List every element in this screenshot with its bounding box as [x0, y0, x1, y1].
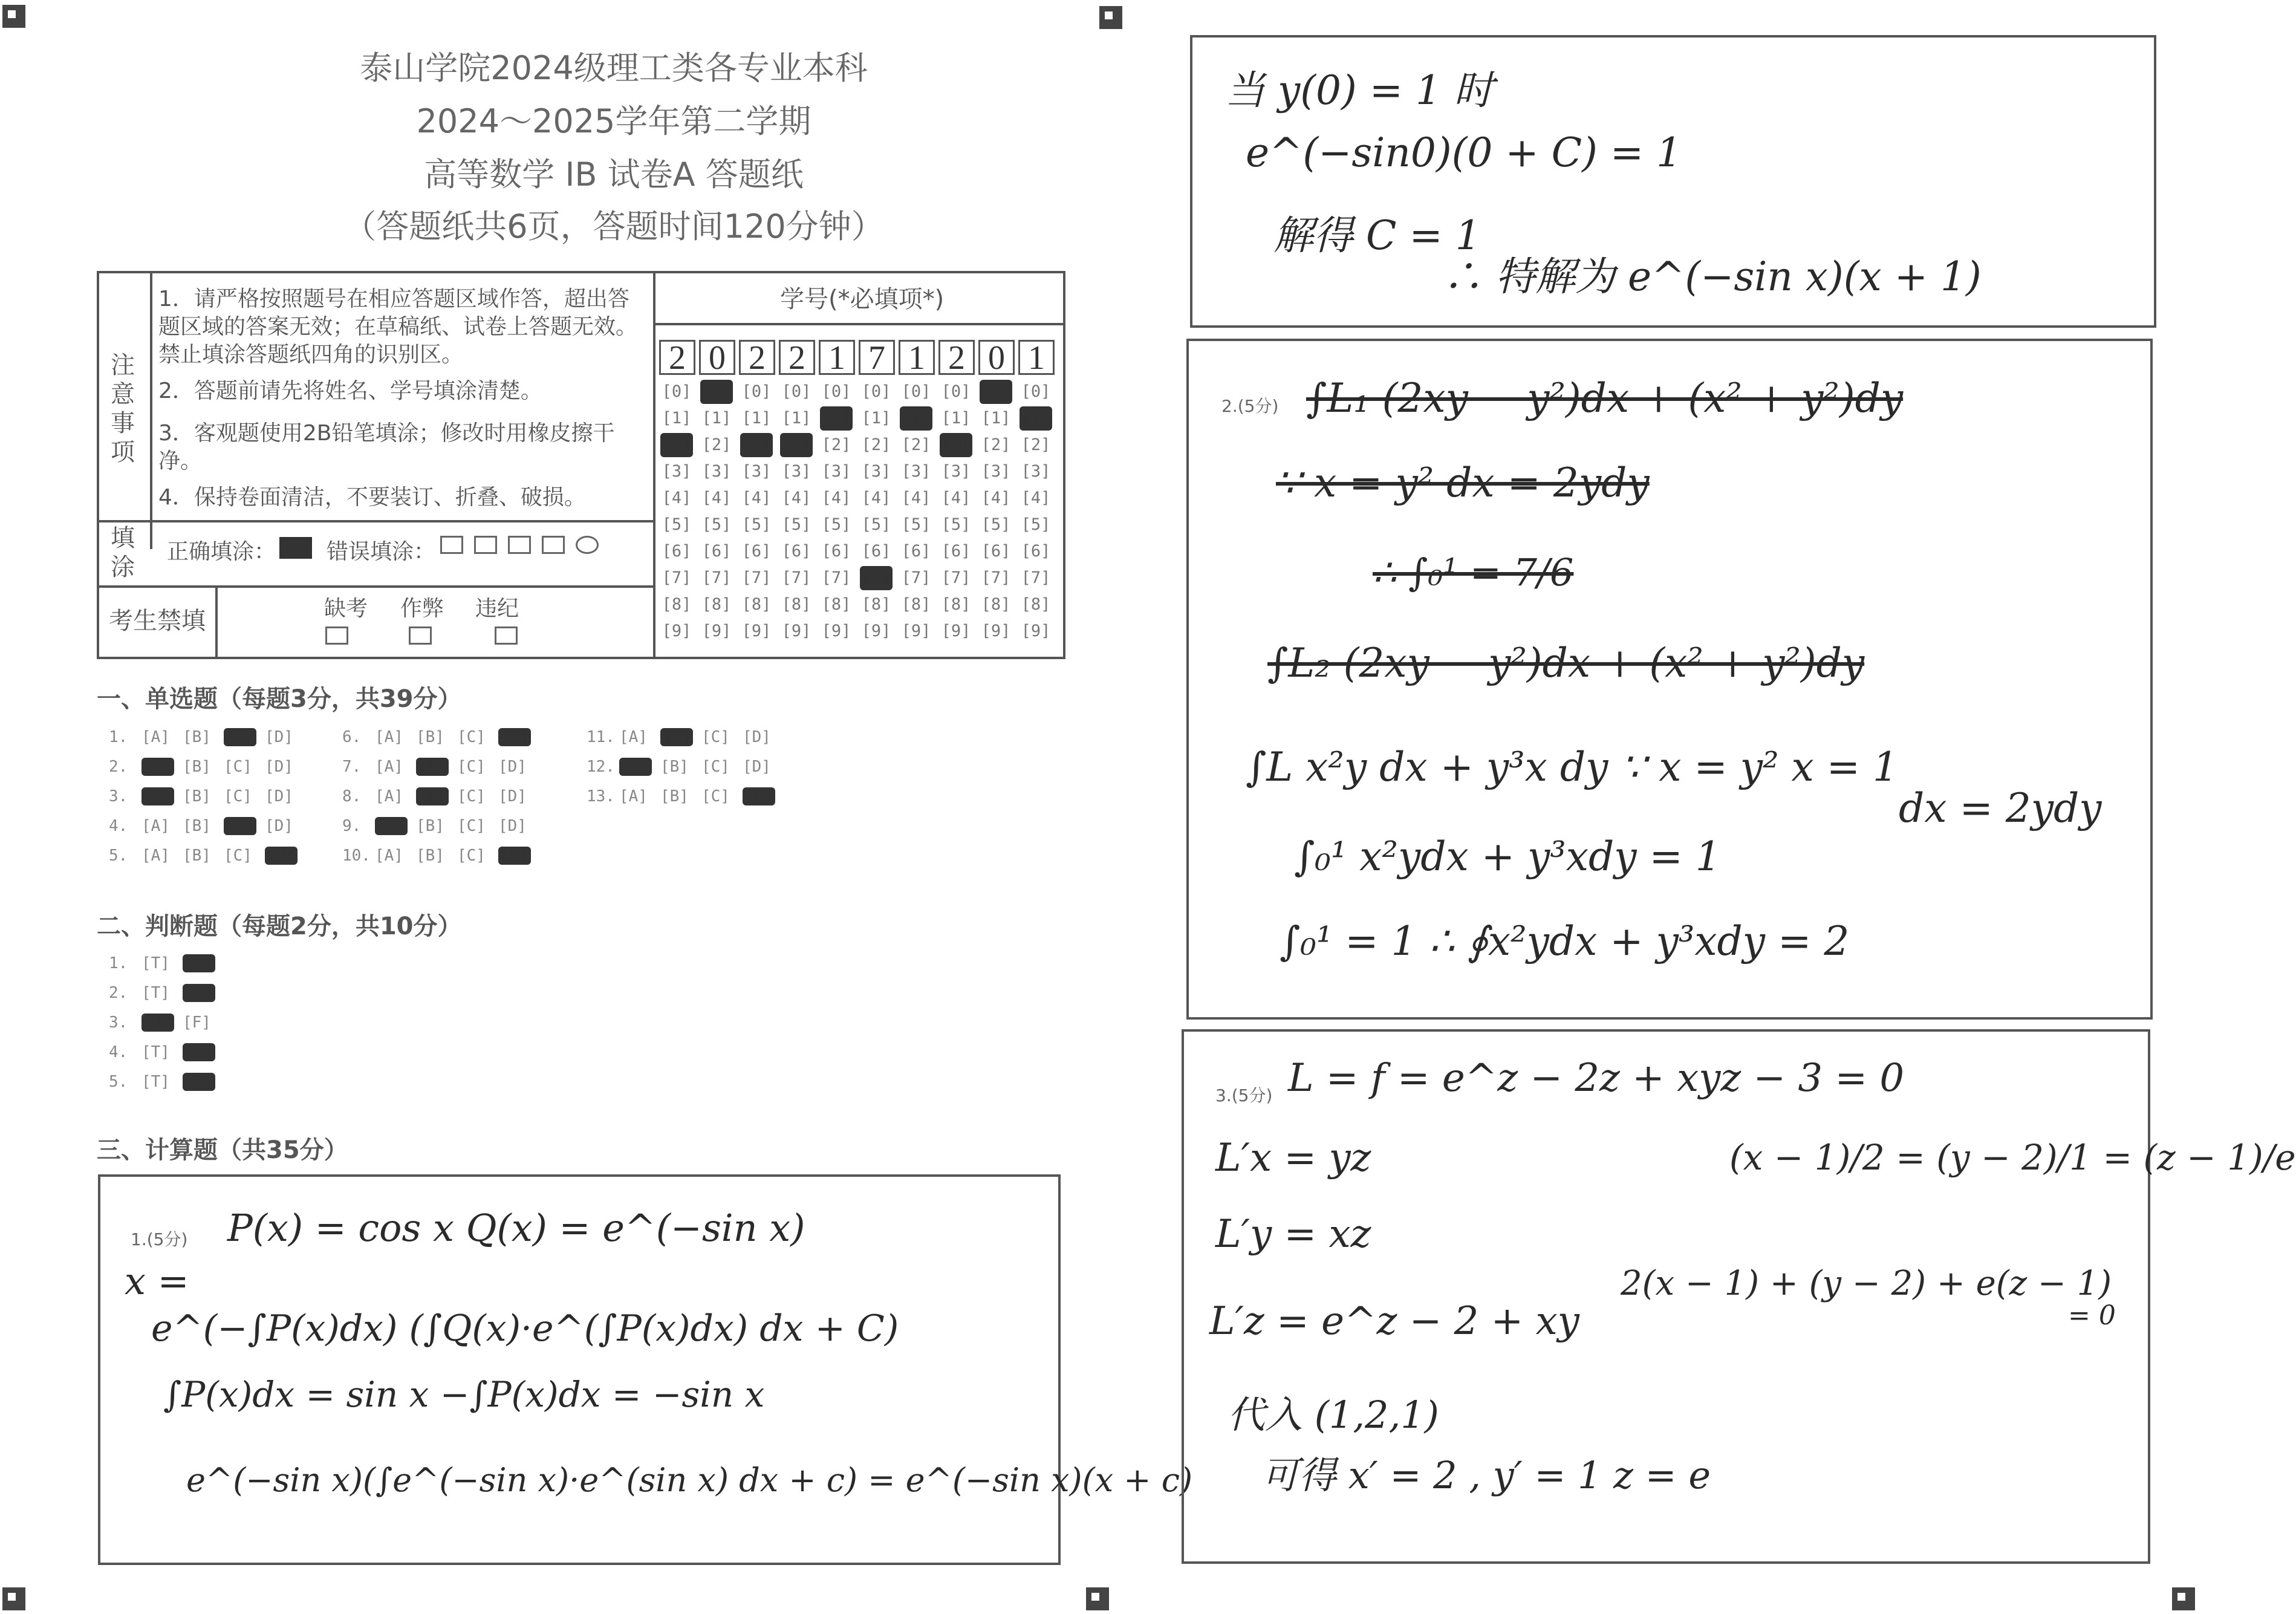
student-id-bubble[interactable]: [1]	[701, 409, 732, 428]
student-id-bubble[interactable]: [4]	[701, 489, 732, 507]
student-id-bubble[interactable]: [4]	[821, 489, 851, 507]
answer-option[interactable]: [C]	[224, 847, 252, 865]
corner-mark-bottom-center	[1086, 1587, 1109, 1610]
answer-option[interactable]: [D]	[498, 787, 527, 805]
student-id-bubble[interactable]: [0]	[700, 380, 733, 404]
student-id-bubble[interactable]: [6]	[1021, 542, 1051, 561]
answer-option[interactable]: [D]	[743, 758, 771, 776]
student-id-bubble[interactable]: [2]	[1021, 435, 1051, 454]
single-choice-question	[587, 787, 784, 805]
true-false-question	[109, 1073, 224, 1091]
notice-item-2: 2．答题前请先将姓名、学号填涂清楚。	[158, 379, 542, 403]
student-id-bubble[interactable]: [7]	[701, 568, 732, 587]
student-id-bubble[interactable]: [6]	[981, 542, 1011, 561]
notice-item-3: 3．客观题使用2B铅笔填涂；修改时用橡皮擦干净。	[158, 421, 615, 473]
student-id-bubble[interactable]: [9]	[662, 622, 692, 640]
answer-option[interactable]: [A]	[375, 817, 408, 835]
q3-line-6: 可得 x′ = 2 , y′ = 1 z = e	[1261, 1453, 1711, 1497]
answer-option[interactable]: [A]	[141, 847, 170, 865]
answer-option[interactable]: [A]	[375, 728, 403, 746]
single-choice-question	[109, 758, 306, 776]
student-id-bubble[interactable]: [6]	[861, 542, 891, 561]
student-id-bubble[interactable]: [1]	[820, 406, 853, 431]
answer-option[interactable]: [T]	[141, 1043, 170, 1061]
student-id-bubble[interactable]: [9]	[741, 622, 772, 640]
question-number: 3.	[109, 787, 128, 805]
student-id-digit[interactable]: 0	[699, 340, 735, 375]
student-id-bubble[interactable]: [0]	[901, 382, 931, 401]
answer-option[interactable]: [F]	[183, 954, 215, 972]
q3-line-8: 2(x − 1) + (y − 2) + e(z − 1)	[1621, 1264, 2112, 1303]
student-id-bubble[interactable]: [2]	[940, 433, 972, 457]
q1-line-5: e^(−sin x)(∫e^(−sin x)·e^(sin x) dx + c) = e^(−sin x)(x + c)	[186, 1461, 1193, 1499]
student-id-bubble[interactable]: [1]	[861, 409, 891, 428]
answer-option[interactable]: [F]	[183, 1073, 215, 1091]
student-id-bubble[interactable]: [7]	[781, 568, 811, 587]
student-id-bubble[interactable]: [8]	[941, 595, 971, 614]
corner-mark-bottom-left	[2, 1587, 25, 1610]
student-id-bubble[interactable]: [3]	[1021, 462, 1051, 481]
student-id-bubble[interactable]: [9]	[941, 622, 971, 640]
answer-option[interactable]: [A]	[141, 728, 170, 746]
student-id-bubble[interactable]: [2]	[701, 435, 732, 454]
answer-option[interactable]: [D]	[265, 787, 293, 805]
section-true-false: 二、判断题（每题2分，共10分）	[97, 913, 462, 940]
section-single-choice: 一、单选题（每题3分，共39分）	[97, 685, 462, 713]
answer-option[interactable]: [C]	[224, 758, 252, 776]
student-id-bubble[interactable]: [5]	[861, 515, 891, 534]
question-number: 5.	[109, 1073, 128, 1091]
student-id-bubble[interactable]: [3]	[981, 462, 1011, 481]
student-id-bubble-grid	[660, 380, 1059, 646]
q3-line-5: 代入 (1,2,1)	[1228, 1393, 1439, 1437]
question-number: 2.	[109, 984, 128, 1002]
student-id-bubble[interactable]: [5]	[741, 515, 772, 534]
student-id-bubble[interactable]: [9]	[1021, 622, 1051, 640]
single-choice-question	[109, 817, 306, 835]
q1-cont-line-2: e^(−sin0)(0 + C) = 1	[1246, 129, 1682, 176]
student-id-digit[interactable]: 1	[1018, 340, 1055, 375]
student-id-bubble[interactable]: [0]	[821, 382, 851, 401]
question-number: 1.	[109, 728, 128, 746]
single-choice-question	[342, 847, 539, 865]
q3-line-2: L′x = yz	[1215, 1136, 1371, 1180]
single-choice-question	[342, 758, 539, 776]
forbidden-label: 考生禁填	[109, 607, 206, 635]
student-id-bubble[interactable]: [4]	[781, 489, 811, 507]
absent-label: 缺考	[324, 596, 368, 621]
wrong-fill-label: 错误填涂：	[327, 539, 436, 564]
answer-option[interactable]: [T]	[141, 1014, 174, 1032]
answer-option[interactable]: [A]	[141, 787, 174, 805]
answer-option[interactable]: [C]	[224, 817, 256, 835]
q1-cont-line-3: 解得 C = 1	[1273, 212, 1481, 259]
student-id-bubble[interactable]: [5]	[662, 515, 692, 534]
student-id-bubble[interactable]: [8]	[701, 595, 732, 614]
answer-option[interactable]: [A]	[619, 787, 648, 805]
student-id-bubble[interactable]: [4]	[662, 489, 692, 507]
question-number: 2.	[109, 758, 128, 776]
answer-option[interactable]: [B]	[416, 787, 449, 805]
q3-line-3: L′y = xz	[1215, 1212, 1371, 1257]
student-id-bubble[interactable]: [8]	[662, 595, 692, 614]
answer-option[interactable]: [C]	[701, 787, 730, 805]
single-choice-question	[109, 787, 306, 805]
answer-option[interactable]: [A]	[141, 817, 170, 835]
answer-option[interactable]: [C]	[457, 847, 486, 865]
answer-option[interactable]: [D]	[265, 817, 293, 835]
student-id-bubble[interactable]: [4]	[741, 489, 772, 507]
corner-mark-top-center	[1099, 6, 1122, 29]
answer-option[interactable]: [C]	[457, 817, 486, 835]
answer-option[interactable]: [A]	[375, 758, 403, 776]
student-id-bubble[interactable]: [8]	[861, 595, 891, 614]
fill-label: 填涂	[111, 524, 135, 581]
question-number: 8.	[342, 787, 362, 805]
student-id-bubble[interactable]: [9]	[781, 622, 811, 640]
student-id-bubble[interactable]: [5]	[821, 515, 851, 534]
student-id-bubble[interactable]: [4]	[861, 489, 891, 507]
q3-line-7: (x − 1)/2 = (y − 2)/1 = (z − 1)/e	[1729, 1137, 2296, 1178]
q1-line-3: e^(−∫P(x)dx) (∫Q(x)·e^(∫P(x)dx) dx + C)	[151, 1307, 899, 1350]
student-id-digit[interactable]: 2	[938, 340, 975, 375]
student-id-bubble[interactable]: [3]	[821, 462, 851, 481]
question-number: 7.	[342, 758, 362, 776]
answer-option[interactable]: [B]	[416, 728, 444, 746]
answer-option[interactable]: [B]	[660, 787, 689, 805]
answer-option[interactable]: [D]	[498, 758, 527, 776]
student-id-bubble[interactable]: [9]	[901, 622, 931, 640]
single-choice-question	[342, 728, 539, 746]
student-id-digit[interactable]: 2	[659, 340, 695, 375]
q2-line-8: ∫₀¹ = 1 ∴ ∮x²ydx + y³xdy = 2	[1280, 918, 1850, 965]
student-id-bubble[interactable]: [3]	[701, 462, 732, 481]
answer-option[interactable]: [B]	[183, 758, 211, 776]
question-number: 9.	[342, 817, 362, 835]
notice-item-4: 4．保持卷面清洁，不要装订、折叠、破损。	[158, 485, 586, 510]
q1-cont-line-1: 当 y(0) = 1 时	[1225, 67, 1494, 114]
q2-score: 2.(5分)	[1221, 396, 1279, 416]
student-id-bubble[interactable]: [8]	[901, 595, 931, 614]
student-id-digit[interactable]: 7	[859, 340, 895, 375]
single-choice-question	[109, 728, 306, 746]
answer-option[interactable]: [C]	[457, 787, 486, 805]
header-line-1: 泰山学院2024级理工类各专业本科	[360, 49, 868, 87]
single-choice-question	[587, 758, 784, 776]
answer-option[interactable]: [F]	[183, 1043, 215, 1061]
single-choice-question	[342, 817, 539, 835]
student-id-bubble[interactable]: [3]	[781, 462, 811, 481]
single-choice-question	[342, 787, 539, 805]
answer-option[interactable]: [D]	[743, 728, 771, 746]
answer-option[interactable]: [B]	[660, 728, 693, 746]
student-id-bubble[interactable]: [7]	[1021, 568, 1051, 587]
student-id-bubble[interactable]: [4]	[901, 489, 931, 507]
answer-option[interactable]: [D]	[265, 758, 293, 776]
student-id-bubble[interactable]: [5]	[701, 515, 732, 534]
true-false-question	[109, 1043, 224, 1061]
answer-option[interactable]: [C]	[224, 787, 252, 805]
q2-line-6: dx = 2ydy	[1899, 785, 2102, 831]
corner-mark-bottom-right	[2172, 1587, 2195, 1610]
student-id-bubble[interactable]: [7]	[901, 568, 931, 587]
answer-option[interactable]: [D]	[498, 728, 531, 746]
student-id-bubble[interactable]: [2]	[740, 433, 773, 457]
answer-option[interactable]: [C]	[457, 728, 486, 746]
student-id-digit[interactable]: 0	[978, 340, 1015, 375]
student-id-bubble[interactable]: [5]	[781, 515, 811, 534]
question-number: 4.	[109, 1043, 128, 1061]
violation-checkbox[interactable]	[495, 626, 518, 645]
student-id-bubble[interactable]: [6]	[941, 542, 971, 561]
student-id-bubble[interactable]: [4]	[941, 489, 971, 507]
q3-line-4: L′z = e^z − 2 + xy	[1209, 1299, 1579, 1344]
student-id-bubble[interactable]: [3]	[901, 462, 931, 481]
student-id-bubble[interactable]: [4]	[981, 489, 1011, 507]
student-id-bubble[interactable]: [2]	[660, 433, 693, 457]
q2-line-3: ∴ ∫₀¹ = 7/6	[1373, 550, 1574, 594]
answer-option[interactable]: [C]	[701, 758, 730, 776]
answer-option[interactable]: [A]	[619, 728, 648, 746]
student-id-bubble[interactable]: [7]	[981, 568, 1011, 587]
notice-item-1: 1．请严格按照题号在相应答题区域作答，超出答题区域的答案无效；在草稿纸、试卷上答题无效。禁止填涂答题纸四角的识别区。	[158, 287, 638, 367]
answer-option[interactable]: [D]	[265, 728, 293, 746]
question-number: 4.	[109, 817, 128, 835]
student-id-digit[interactable]: 1	[899, 340, 935, 375]
q2-line-4: ∫L₂ (2xy − y²)dx + (x² + y²)dy	[1267, 640, 1865, 686]
answer-option[interactable]: [D]	[743, 787, 775, 805]
student-id-bubble[interactable]: [7]	[860, 566, 893, 590]
student-id-bubble[interactable]: [0]	[941, 382, 971, 401]
answer-option[interactable]: [B]	[416, 847, 444, 865]
answer-option[interactable]: [A]	[619, 758, 652, 776]
student-id-bubble[interactable]: [8]	[821, 595, 851, 614]
answer-option[interactable]: [C]	[457, 758, 486, 776]
q1-score: 1.(5分)	[131, 1229, 188, 1249]
q2-line-5: ∫L x²y dx + y³x dy ∵ x = y² x = 1	[1246, 744, 1898, 790]
student-id-bubble[interactable]: [1]	[981, 409, 1011, 428]
student-id-bubble[interactable]: [0]	[980, 380, 1012, 404]
student-id-bubble[interactable]: [1]	[781, 409, 811, 428]
student-id-bubble[interactable]: [6]	[781, 542, 811, 561]
answer-option[interactable]: [F]	[183, 984, 215, 1002]
answer-option[interactable]: [D]	[265, 847, 298, 865]
q3-line-9: = 0	[2068, 1300, 2116, 1331]
student-id-bubble[interactable]: [0]	[781, 382, 811, 401]
student-id-bubble[interactable]: [6]	[821, 542, 851, 561]
student-id-bubble[interactable]: [1]	[1020, 406, 1052, 431]
question-number: 13.	[587, 787, 615, 805]
header-line-2: 2024～2025学年第二学期	[416, 102, 811, 140]
student-id-bubble[interactable]: [6]	[662, 542, 692, 561]
true-false-question	[109, 954, 224, 972]
answer-option[interactable]: [D]	[498, 817, 527, 835]
student-id-bubble[interactable]: [1]	[900, 406, 932, 431]
student-id-digit[interactable]: 2	[739, 340, 775, 375]
student-id-bubble[interactable]: [0]	[1021, 382, 1051, 401]
student-id-bubble[interactable]: [9]	[821, 622, 851, 640]
student-id-bubble[interactable]: [5]	[901, 515, 931, 534]
answer-option[interactable]: [F]	[183, 1014, 211, 1032]
student-id-bubble[interactable]: [8]	[741, 595, 772, 614]
answer-option[interactable]: [D]	[498, 847, 531, 865]
student-id-digit[interactable]: 1	[819, 340, 855, 375]
student-id-bubble[interactable]: [9]	[981, 622, 1011, 640]
section-calculation: 三、计算题（共35分）	[97, 1136, 348, 1164]
answer-option[interactable]: [T]	[141, 984, 170, 1002]
answer-option[interactable]: [T]	[141, 954, 170, 972]
q1-cont-line-4: ∴ 特解为 e^(−sin x)(x + 1)	[1443, 253, 1982, 300]
absent-checkbox[interactable]	[325, 626, 348, 645]
question-number: 10.	[342, 847, 371, 865]
answer-option[interactable]: [B]	[183, 787, 211, 805]
student-id-bubble[interactable]: [0]	[662, 382, 692, 401]
q3-score: 3.(5分)	[1215, 1085, 1273, 1105]
q2-line-1: ∫L₁ (2xy − y²)dx + (x² + y²)dy	[1306, 375, 1904, 421]
answer-option[interactable]: [B]	[183, 728, 211, 746]
answer-option[interactable]: [A]	[375, 787, 403, 805]
student-id-bubble[interactable]: [6]	[701, 542, 732, 561]
student-id-bubble[interactable]: [5]	[1021, 515, 1051, 534]
student-id-bubble[interactable]: [8]	[1021, 595, 1051, 614]
student-id-bubble[interactable]: [5]	[981, 515, 1011, 534]
answer-option[interactable]: [B]	[660, 758, 689, 776]
answer-option[interactable]: [B]	[416, 817, 444, 835]
cheat-checkbox[interactable]	[409, 626, 432, 645]
student-id-bubble[interactable]: [8]	[981, 595, 1011, 614]
answer-option[interactable]: [A]	[141, 758, 174, 776]
student-id-bubble[interactable]: [4]	[1021, 489, 1051, 507]
student-id-bubble[interactable]: [3]	[941, 462, 971, 481]
violation-label: 违纪	[475, 596, 519, 621]
corner-mark-top-left	[2, 5, 25, 28]
student-id-label: 学号(*必填项*)	[780, 285, 945, 313]
single-choice-question	[587, 728, 784, 746]
question-number: 3.	[109, 1014, 128, 1032]
correct-fill-sample	[279, 537, 312, 559]
q1-line-2: x =	[125, 1259, 189, 1303]
question-number: 11.	[587, 728, 615, 746]
student-id-bubble[interactable]: [1]	[741, 409, 772, 428]
student-id-bubble[interactable]: [7]	[821, 568, 851, 587]
student-id-bubble[interactable]: [8]	[781, 595, 811, 614]
student-id-bubble[interactable]: [7]	[941, 568, 971, 587]
answer-option[interactable]: [C]	[224, 728, 256, 746]
student-id-digit[interactable]: 2	[779, 340, 815, 375]
student-id-bubble[interactable]: [2]	[901, 435, 931, 454]
student-id-bubble[interactable]: [1]	[941, 409, 971, 428]
answer-option[interactable]: [A]	[375, 847, 403, 865]
answer-option[interactable]: [B]	[183, 817, 211, 835]
cheat-label: 作弊	[400, 596, 444, 621]
student-id-bubble[interactable]: [7]	[662, 568, 692, 587]
question-number: 5.	[109, 847, 128, 865]
student-id-bubble[interactable]: [3]	[741, 462, 772, 481]
student-id-bubble[interactable]: [9]	[701, 622, 732, 640]
answer-option[interactable]: [B]	[416, 758, 449, 776]
question-number: 12.	[587, 758, 615, 776]
q1-line-1: P(x) = cos x Q(x) = e^(−sin x)	[227, 1206, 805, 1250]
student-id-bubble[interactable]: [6]	[901, 542, 931, 561]
student-id-bubble[interactable]: [5]	[941, 515, 971, 534]
notice-label: 注意事项	[111, 351, 135, 466]
question-number: 1.	[109, 954, 128, 972]
student-id-bubble[interactable]: [2]	[861, 435, 891, 454]
q3-line-1: L = f = e^z − 2z + xyz − 3 = 0	[1288, 1056, 1905, 1101]
true-false-question	[109, 1014, 224, 1032]
answer-option[interactable]: [T]	[141, 1073, 170, 1091]
student-id-bubble[interactable]: [3]	[662, 462, 692, 481]
header-line-3: 高等数学 IB 试卷A 答题纸	[424, 155, 804, 194]
q2-line-2: ∵ x = y² dx = 2ydy	[1276, 460, 1650, 506]
single-choice-question	[109, 847, 306, 865]
question-number: 6.	[342, 728, 362, 746]
answer-option[interactable]: [C]	[701, 728, 730, 746]
student-id-bubble[interactable]: [9]	[861, 622, 891, 640]
correct-fill-label: 正确填涂：	[167, 539, 276, 564]
student-id-bubble[interactable]: [2]	[780, 433, 813, 457]
student-id-bubble[interactable]: [6]	[741, 542, 772, 561]
student-id-bubble[interactable]: [2]	[981, 435, 1011, 454]
student-id-bubble[interactable]: [2]	[821, 435, 851, 454]
student-id-bubble[interactable]: [1]	[662, 409, 692, 428]
student-id-bubble[interactable]: [0]	[861, 382, 891, 401]
q2-line-7: ∫₀¹ x²ydx + y³xdy = 1	[1294, 833, 1721, 880]
student-id-bubble[interactable]: [0]	[741, 382, 772, 401]
student-id-bubble[interactable]: [3]	[861, 462, 891, 481]
q1-line-4: ∫P(x)dx = sin x −∫P(x)dx = −sin x	[163, 1374, 765, 1415]
true-false-question	[109, 984, 224, 1002]
answer-option[interactable]: [B]	[183, 847, 211, 865]
header-line-4: （答题纸共6页，答题时间120分钟）	[343, 207, 884, 246]
student-id-bubble[interactable]: [7]	[741, 568, 772, 587]
